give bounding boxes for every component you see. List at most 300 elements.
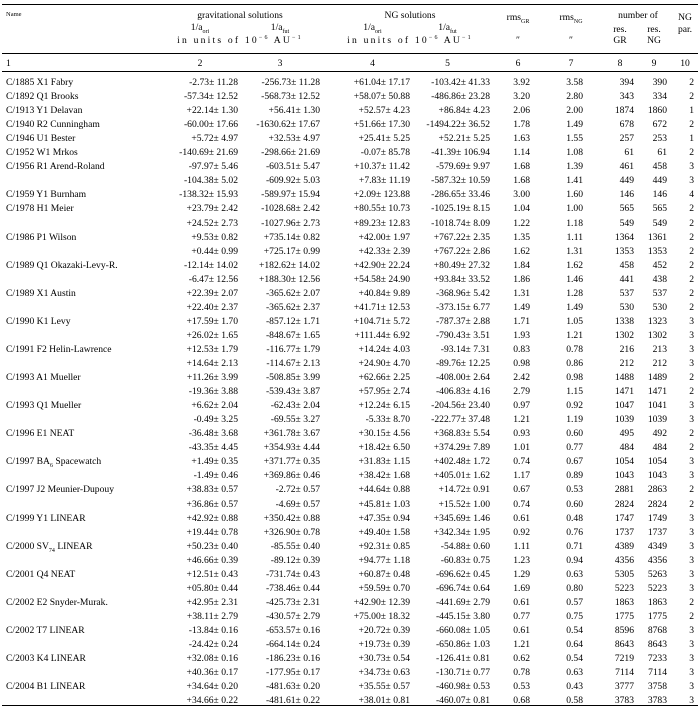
res-gr-value: 549: [619, 218, 634, 229]
res-ng-value: 537: [652, 288, 667, 299]
grav-inv-a-ori-value: -2.73± 11.28: [189, 77, 238, 88]
top-rule: [2, 4, 698, 5]
grav-inv-a-ori-value: +17.59± 1.70: [186, 316, 238, 327]
rms-ng-value: 1.31: [566, 246, 583, 257]
ng-inv-a-fut-value: +368.83± 5.54: [433, 428, 490, 439]
res-ng-value: 1323: [647, 316, 667, 327]
grav-inv-a-fut-value: -1028.68± 2.42: [261, 203, 320, 214]
rms-ng-header: rms$_{NG}$: [559, 12, 583, 25]
rms-gr-value: 1.62: [513, 246, 530, 257]
grav-inv-a-fut-value: -430.57± 2.79: [265, 611, 320, 622]
rms-gr-value: 1.23: [513, 555, 530, 566]
rms-gr-value: 1.22: [513, 218, 530, 229]
grav-inv-a-fut-value: +188.30± 12.56: [258, 274, 320, 285]
rms-ng-value: 1.21: [566, 330, 583, 341]
res-ng-value: 1489: [647, 372, 667, 383]
rms-gr-value: 1.63: [513, 133, 530, 144]
res-ng-value: 1353: [647, 246, 667, 257]
ng-inv-a-fut-value: -587.32± 10.59: [431, 175, 490, 186]
rms-gr-value: 2.79: [513, 386, 530, 397]
grav-inv-a-ori-value: +14.64± 2.13: [186, 358, 238, 369]
res-ng-value: 2863: [647, 484, 667, 495]
ng-inv-a-fut-value: -93.14± 7.31: [440, 344, 490, 355]
grav-inv-a-fut-value: -425.73± 2.31: [265, 597, 320, 608]
rms-ng-value: 0.54: [566, 653, 583, 664]
ng-par-value: 3: [689, 681, 694, 692]
grav-inv-a-fut-value: -857.12± 1.71: [265, 316, 320, 327]
rms-gr-value: 3.00: [513, 189, 530, 200]
res-gr-value: 484: [619, 442, 634, 453]
rms-gr-value: 1.78: [513, 119, 530, 130]
rms-ng-value: 0.53: [566, 484, 583, 495]
grav-inv-a-ori-value: -24.42± 0.24: [188, 639, 238, 650]
ng-inv-a-ori-value: +10.37± 11.42: [354, 161, 410, 172]
rms-ng-value: 1.49: [566, 302, 583, 313]
res-gr-value: 4389: [614, 541, 634, 552]
rms-gr-value: 1.84: [513, 260, 530, 271]
rms-gr-value: 0.74: [513, 499, 530, 510]
rms-gr-value: 0.93: [513, 428, 530, 439]
res-gr-value: 495: [619, 428, 634, 439]
rms-ng-value: 2.00: [566, 105, 583, 116]
ng-par-value: 2: [689, 372, 694, 383]
grav-inv-a-fut-value: +369.86± 0.46: [263, 470, 320, 481]
res-ng-value: 1043: [647, 470, 667, 481]
grav-inv-a-ori-value: -0.49± 3.25: [193, 414, 238, 425]
ng-par-value: 2: [689, 77, 694, 88]
res-ng-value: 2824: [647, 499, 667, 510]
grav-inv-a-fut-value: -603.51± 5.47: [265, 161, 320, 172]
ng-inv-a-ori-value: +62.66± 2.25: [358, 372, 410, 383]
grav-inv-a-fut-value: -298.66± 21.69: [261, 147, 320, 158]
rms-gr-value: 0.61: [513, 513, 530, 524]
grav-inv-a-fut-value: -177.95± 0.17: [265, 667, 320, 678]
rms-ng-value: 0.57: [566, 597, 583, 608]
res-gr-value: 1747: [614, 513, 634, 524]
ng-inv-a-fut-value: +86.84± 4.23: [438, 105, 490, 116]
comet-name: C/1952 W1 Mrkos: [6, 147, 78, 158]
grav-inv-a-ori-value: +6.62± 2.04: [191, 400, 238, 411]
column-number: 7: [568, 58, 574, 69]
ng-inv-a-fut-value: -286.65± 33.46: [431, 189, 490, 200]
res-gr-value: 2824: [614, 499, 634, 510]
rms-gr-value: 1.14: [513, 147, 530, 158]
grav-inv-a-ori-value: -19.36± 3.88: [188, 386, 238, 397]
rms-gr-value: 1.93: [513, 330, 530, 341]
ng-inv-a-ori-value: +60.87± 0.48: [358, 569, 410, 580]
res-gr-value: 1471: [614, 386, 634, 397]
column-number: 1: [6, 58, 11, 69]
rms-ng-value: 0.43: [566, 681, 583, 692]
ng-inv-a-ori-value: +19.73± 0.39: [358, 639, 410, 650]
grav-inv-a-ori-value: +5.72± 4.97: [191, 133, 238, 144]
grav-inv-a-fut: $1/a_{fut}$: [270, 22, 290, 35]
ng-inv-a-fut-value: -460.98± 0.53: [435, 681, 490, 692]
grav-inv-a-ori-value: +0.44± 0.99: [191, 246, 238, 257]
res-gr-value: 678: [619, 119, 634, 130]
grav-inv-a-fut-value: +361.78± 3.67: [263, 428, 320, 439]
ng-par-value: 2: [689, 442, 694, 453]
ng-inv-a-ori-value: +111.44± 6.92: [354, 330, 410, 341]
res-gr-value: 1775: [614, 611, 634, 622]
res-gr-value: 8643: [614, 639, 634, 650]
grav-inv-a-fut-value: -568.73± 12.52: [261, 91, 320, 102]
grav-inv-a-fut-value: +350.42± 0.88: [263, 513, 320, 524]
res-gr-value: 1302: [614, 330, 634, 341]
ng-inv-a-fut-value: -1494.22± 36.52: [426, 119, 490, 130]
res-gr-value: 1054: [614, 456, 634, 467]
ng-par-value: 3: [689, 569, 694, 580]
grav-inv-a-fut-value: -4.69± 0.57: [275, 499, 320, 510]
rms-ng-value: 0.98: [566, 372, 583, 383]
column-number: 3: [277, 58, 283, 69]
ng-par-value: 2: [689, 499, 694, 510]
rms-gr-value: 2.42: [513, 372, 530, 383]
grav-inv-a-fut-value: -589.97± 15.94: [261, 189, 320, 200]
ng-par-value: 2: [689, 386, 694, 397]
ng-par-value: 4: [689, 189, 694, 200]
comet-name: C/2000 $SV_{74}$ LINEAR: [6, 541, 93, 554]
rms-gr-value: 1.68: [513, 175, 530, 186]
rms-gr-value: 1.17: [513, 470, 530, 481]
grav-inv-a-fut-value: -508.85± 3.99: [265, 372, 320, 383]
ng-inv-a-ori-value: +42.33± 2.39: [358, 246, 410, 257]
res-ng-value: 1471: [647, 386, 667, 397]
column-number: 9: [651, 58, 657, 69]
ng-par-value: 3: [689, 316, 694, 327]
ng-par-value: 1: [689, 133, 694, 144]
ng-inv-a-ori: $1/a_{ori}$: [363, 22, 382, 35]
res-gr-value: 1488: [614, 372, 634, 383]
ng-units: in units of $10^{-6}$ $AU^{-1}$: [347, 35, 473, 47]
rms-ng-value: 1.05: [566, 316, 583, 327]
rms-ng-value: 1.62: [566, 260, 583, 271]
grav-inv-a-ori-value: +46.66± 0.39: [186, 555, 238, 566]
res-gr-header-2: GR: [613, 35, 627, 46]
rms-ng-value: 0.94: [566, 555, 583, 566]
ng-inv-a-ori-value: +57.95± 2.74: [358, 386, 410, 397]
comet-name: C/1959 Y1 Burnham: [6, 189, 87, 200]
ng-inv-a-fut-value: +15.52± 1.00: [438, 499, 490, 510]
ng-inv-a-fut-value: -41.39± 106.94: [431, 147, 490, 158]
rms-gr-value: 3.92: [513, 77, 530, 88]
ng-par-value: 3: [689, 175, 694, 186]
res-gr-value: 530: [619, 302, 634, 313]
ng-par-value: 3: [689, 161, 694, 172]
comet-name: C/1991 F2 Helin-Lawrence: [6, 344, 112, 355]
res-ng-value: 8643: [647, 639, 667, 650]
ng-par-header-2: par.: [677, 24, 693, 35]
ng-inv-a-fut-value: -696.74± 0.64: [435, 583, 490, 594]
ng-par-value: 2: [689, 274, 694, 285]
ng-inv-a-fut-value: -54.88± 0.60: [440, 541, 490, 552]
ng-inv-a-ori-value: +58.07± 50.88: [353, 91, 410, 102]
rms-gr-value: 0.83: [513, 344, 530, 355]
rms-ng-value: 2.80: [566, 91, 583, 102]
ng-inv-a-ori-value: +31.83± 1.15: [358, 456, 410, 467]
res-ng-value: 61: [657, 147, 667, 158]
grav-inv-a-fut-value: +182.62± 14.02: [258, 260, 320, 271]
comet-name: C/2002 E2 Snyder-Murak.: [6, 597, 108, 608]
grav-inv-a-fut-value: -1027.96± 2.73: [261, 218, 320, 229]
ng-par-value: 2: [689, 260, 694, 271]
ng-par-value: 2: [689, 428, 694, 439]
rms-gr-value: 2.06: [513, 105, 530, 116]
ng-inv-a-ori-value: +80.55± 10.73: [353, 203, 410, 214]
grav-inv-a-fut-value: -365.62± 2.37: [265, 302, 320, 313]
grav-inv-a-ori-value: +38.11± 2.79: [186, 611, 238, 622]
grav-inv-a-ori-value: +05.80± 0.44: [186, 583, 238, 594]
ng-par-value: 3: [689, 470, 694, 481]
rms-gr-value: 1.01: [513, 442, 530, 453]
res-gr-value: 449: [619, 175, 634, 186]
ng-inv-a-ori-value: +45.81± 1.03: [358, 499, 410, 510]
ng-inv-a-fut-value: -408.00± 2.64: [435, 372, 490, 383]
grav-inv-a-ori-value: -104.38± 5.02: [183, 175, 238, 186]
rms-ng-value: 1.15: [566, 386, 583, 397]
ng-inv-a-ori-value: +89.23± 12.83: [353, 218, 410, 229]
comet-name: C/1913 Y1 Delavan: [6, 105, 83, 116]
comet-name: C/2002 T7 LINEAR: [6, 625, 85, 636]
res-gr-value: 2881: [614, 484, 634, 495]
res-ng-value: 672: [652, 119, 667, 130]
grav-inv-a-ori-value: +11.26± 3.99: [186, 372, 238, 383]
ng-inv-a-fut-value: +767.22± 2.35: [433, 232, 490, 243]
res-ng-value: 484: [652, 442, 667, 453]
rms-ng-value: 0.60: [566, 428, 583, 439]
ng-par-value: 2: [689, 203, 694, 214]
comet-name: C/1892 Q1 Brooks: [6, 91, 79, 102]
res-ng-value: 492: [652, 428, 667, 439]
res-gr-value: 1737: [614, 527, 634, 538]
grav-inv-a-fut-value: -481.61± 0.22: [265, 695, 320, 706]
rms-ng-value: 0.86: [566, 358, 583, 369]
grav-inv-a-fut-value: -664.14± 0.24: [265, 639, 320, 650]
res-ng-header-1: res.: [647, 24, 661, 35]
grav-inv-a-ori-value: +12.51± 0.43: [186, 569, 238, 580]
res-gr-value: 1047: [614, 400, 634, 411]
rms-ng-value: 0.76: [566, 527, 583, 538]
name-header: Name: [6, 11, 22, 18]
comet-name: C/1986 P1 Wilson: [6, 232, 77, 243]
ng-inv-a-fut-value: -204.56± 23.40: [431, 400, 490, 411]
ng-inv-a-fut-value: +80.49± 27.32: [433, 260, 490, 271]
grav-inv-a-fut-value: +326.90± 0.78: [263, 527, 320, 538]
ng-par-value: 3: [689, 527, 694, 538]
ng-par-value: 2: [689, 288, 694, 299]
rms-ng-value: 1.08: [566, 147, 583, 158]
res-ng-value: 449: [652, 175, 667, 186]
ng-par-value: 3: [689, 344, 694, 355]
res-gr-value: 1863: [614, 597, 634, 608]
rms-gr-value: 1.69: [513, 583, 530, 594]
res-gr-value: 4356: [614, 555, 634, 566]
res-gr-value: 216: [619, 344, 634, 355]
rms-gr-value: 0.77: [513, 611, 530, 622]
res-gr-value: 458: [619, 260, 634, 271]
res-gr-value: 5305: [614, 569, 634, 580]
grav-inv-a-fut-value: -2.72± 0.57: [275, 484, 320, 495]
res-ng-value: 1041: [647, 400, 667, 411]
rms-ng-value: 0.48: [566, 513, 583, 524]
grav-inv-a-fut-value: -89.12± 0.39: [270, 555, 320, 566]
ng-inv-a-fut-value: -130.71± 0.77: [435, 667, 490, 678]
comet-name: C/1997 $BA_6$ Spacewatch: [6, 456, 102, 469]
rms-ng-value: 0.67: [566, 456, 583, 467]
ng-inv-a-ori-value: +34.73± 0.63: [358, 667, 410, 678]
ng-par-value: 3: [689, 695, 694, 706]
grav-inv-a-ori-value: +12.53± 1.79: [186, 344, 238, 355]
ng-par-value: 1: [689, 105, 694, 116]
rms-gr-header: rms$_{GR}$: [506, 12, 530, 25]
grav-inv-a-fut-value: +56.41± 1.30: [268, 105, 320, 116]
ng-inv-a-ori-value: +47.35± 0.94: [358, 513, 410, 524]
rms-ng-value: 1.39: [566, 161, 583, 172]
res-ng-value: 438: [652, 274, 667, 285]
ng-inv-a-ori-value: +30.73± 0.54: [358, 653, 410, 664]
comet-name: C/2004 B1 LINEAR: [6, 681, 86, 692]
comet-name: C/1989 X1 Austin: [6, 288, 76, 299]
ng-inv-a-fut-value: -790.43± 3.51: [435, 330, 490, 341]
res-ng-value: 253: [652, 133, 667, 144]
res-gr-value: 1364: [614, 232, 634, 243]
rms-gr-value: 0.78: [513, 667, 530, 678]
res-gr-value: 7219: [614, 653, 634, 664]
comet-name: C/1997 J2 Meunier-Dupouy: [6, 484, 114, 495]
res-gr-value: 1039: [614, 414, 634, 425]
rms-ng-value: 1.55: [566, 133, 583, 144]
rms-ng-value: 1.18: [566, 218, 583, 229]
res-ng-value: 146: [652, 189, 667, 200]
comet-name: C/1956 R1 Arend-Roland: [6, 161, 105, 172]
ng-par-value: 3: [689, 583, 694, 594]
grav-inv-a-fut-value: -85.55± 0.40: [270, 541, 320, 552]
rms-gr-value: 0.68: [513, 695, 530, 706]
grav-inv-a-ori-value: +32.08± 0.16: [186, 653, 238, 664]
rms-ng-value: 0.60: [566, 499, 583, 510]
rms-gr-value: 1.29: [513, 569, 530, 580]
res-ng-value: 1749: [647, 513, 667, 524]
grav-inv-a-ori-value: +19.44± 0.78: [186, 527, 238, 538]
grav-inv-a-fut-value: -738.46± 0.44: [265, 583, 320, 594]
grav-inv-a-ori-value: -13.84± 0.16: [188, 625, 238, 636]
ng-inv-a-ori-value: +61.04± 17.17: [353, 77, 410, 88]
ng-inv-a-fut-value: -441.69± 2.79: [435, 597, 490, 608]
rms-gr-value: 0.92: [513, 527, 530, 538]
rms-gr-value: 1.35: [513, 232, 530, 243]
grav-inv-a-ori-value: -43.35± 4.45: [188, 442, 238, 453]
ng-inv-a-fut-value: +93.84± 33.52: [433, 274, 490, 285]
res-gr-value: 1353: [614, 246, 634, 257]
grav-inv-a-ori-value: +42.95± 2.31: [186, 597, 238, 608]
res-gr-value: 565: [619, 203, 634, 214]
column-number: 8: [617, 58, 623, 69]
comet-name: C/1885 X1 Fabry: [6, 77, 74, 88]
grav-inv-a-ori-value: -6.47± 12.56: [188, 274, 238, 285]
rms-gr-value: 0.53: [513, 681, 530, 692]
ng-par-value: 2: [689, 91, 694, 102]
comet-name: C/1996 E1 NEAT: [6, 428, 75, 439]
res-gr-value: 212: [619, 358, 634, 369]
ng-inv-a-ori-value: +49.40± 1.58: [358, 527, 410, 538]
rms-ng-value: 1.11: [566, 232, 583, 243]
rms-gr-value: 0.62: [513, 653, 530, 664]
ng-inv-a-ori-value: +44.64± 0.88: [358, 484, 410, 495]
res-ng-value: 5263: [647, 569, 667, 580]
ng-inv-a-ori-value: +14.24± 4.03: [358, 344, 410, 355]
res-ng-value: 213: [652, 344, 667, 355]
grav-inv-a-ori-value: +34.64± 0.20: [186, 681, 238, 692]
ng-inv-a-ori-value: +20.72± 0.39: [358, 625, 410, 636]
res-gr-value: 1874: [614, 105, 634, 116]
ng-inv-a-fut-value: +374.29± 7.89: [433, 442, 490, 453]
comet-name: C/1993 Q1 Mueller: [6, 400, 82, 411]
rms-gr-value: 1.11: [513, 541, 530, 552]
ng-inv-a-fut-value: -486.86± 23.28: [431, 91, 490, 102]
rms-ng-value: 0.80: [566, 583, 583, 594]
rms-gr-value: 1.04: [513, 203, 530, 214]
res-gr-value: 537: [619, 288, 634, 299]
rms-ng-value: 0.92: [566, 400, 583, 411]
grav-inv-a-fut-value: -731.74± 0.43: [265, 569, 320, 580]
ng-inv-a-ori-value: +7.83± 11.19: [358, 175, 410, 186]
ng-inv-a-ori-value: +52.57± 4.23: [358, 105, 410, 116]
ng-par-value: 2: [689, 611, 694, 622]
grav-inv-a-fut-value: -116.77± 1.79: [266, 344, 320, 355]
grav-inv-a-ori-value: +1.49± 0.35: [191, 456, 238, 467]
grav-inv-a-ori-value: +24.52± 2.73: [186, 218, 238, 229]
ng-inv-a-ori-value: +12.24± 6.15: [358, 400, 410, 411]
res-ng-value: 1302: [647, 330, 667, 341]
comet-name: C/1978 H1 Meier: [6, 203, 74, 214]
ng-inv-a-ori-value: +2.09± 123.88: [353, 189, 410, 200]
column-number: 5: [445, 58, 450, 69]
ng-inv-a-ori-value: +51.66± 17.30: [353, 119, 410, 130]
res-gr-value: 3783: [614, 695, 634, 706]
ng-inv-a-ori-value: +94.77± 1.18: [358, 555, 410, 566]
grav-inv-a-fut-value: -539.43± 3.87: [265, 386, 320, 397]
rms-ng-value: 0.58: [566, 695, 583, 706]
ng-par-value: 3: [689, 456, 694, 467]
rms-ng-value: 0.77: [566, 442, 583, 453]
res-ng-value: 1737: [647, 527, 667, 538]
res-gr-value: 5223: [614, 583, 634, 594]
rms-ng-value: 1.49: [566, 119, 583, 130]
res-ng-value: 1039: [647, 414, 667, 425]
grav-inv-a-ori-value: +40.36± 0.17: [186, 667, 238, 678]
ng-inv-a-ori-value: +42.90± 22.24: [353, 260, 410, 271]
column-number: 6: [515, 58, 521, 69]
res-ng-value: 4349: [647, 541, 667, 552]
rms-ng-value: 1.46: [566, 274, 583, 285]
ng-inv-a-fut-value: -787.37± 2.88: [435, 316, 490, 327]
grav-inv-a-fut-value: +725.17± 0.99: [263, 246, 320, 257]
grav-inv-a-ori-value: +23.79± 2.42: [186, 203, 238, 214]
res-ng-value: 549: [652, 218, 667, 229]
ng-inv-a-ori-value: +40.84± 9.89: [358, 288, 410, 299]
ng-inv-a-ori-value: -5.33± 8.70: [365, 414, 410, 425]
grav-inv-a-ori-value: +26.02± 1.65: [186, 330, 238, 341]
ng-inv-a-fut-value: +402.48± 1.72: [433, 456, 490, 467]
ng-inv-a-fut: $1/a_{fut}$: [438, 22, 457, 35]
ng-par-value: 2: [689, 302, 694, 313]
rms-ng-value: 0.71: [566, 541, 583, 552]
ng-par-value: 2: [689, 119, 694, 130]
ng-par-value: 2: [689, 484, 694, 495]
res-gr-value: 343: [619, 91, 634, 102]
ng-inv-a-fut-value: -445.15± 3.80: [435, 611, 490, 622]
ng-inv-a-ori-value: +35.55± 0.57: [358, 681, 410, 692]
